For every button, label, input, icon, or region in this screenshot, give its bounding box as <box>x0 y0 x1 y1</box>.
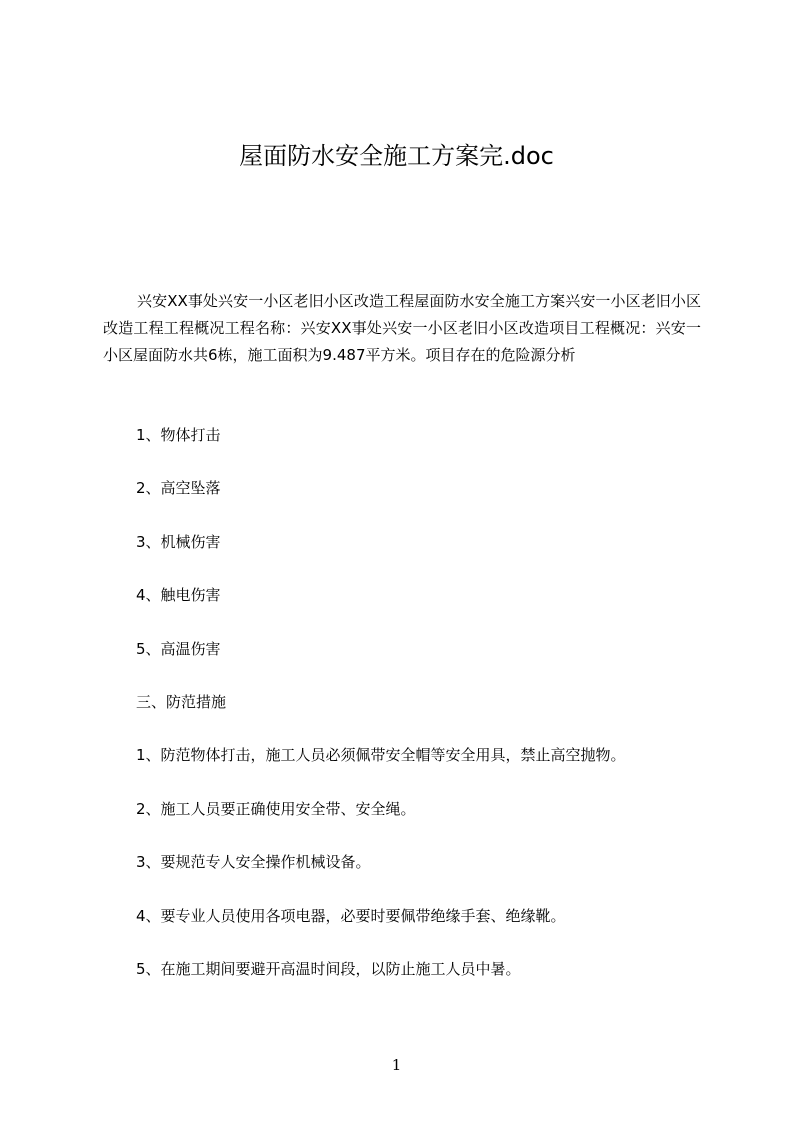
measure-item: 2、施工人员要正确使用安全带、安全绳。 <box>136 800 416 818</box>
measure-item: 5、在施工期间要避开高温时间段，以防止施工人员中暑。 <box>136 960 521 978</box>
measure-item: 3、要规范专人安全操作机械设备。 <box>136 853 371 871</box>
measure-item: 4、要专业人员使用各项电器，必要时要佩带绝缘手套、绝缘靴。 <box>136 907 566 925</box>
measures-heading: 三、防范措施 <box>136 693 227 711</box>
document-title: 屋面防水安全施工方案完.doc <box>239 142 554 170</box>
measure-item: 1、防范物体打击，施工人员必须佩带安全帽等安全用具，禁止高空抛物。 <box>136 746 626 764</box>
hazard-item: 2、高空坠落 <box>136 479 221 497</box>
intro-paragraph: 兴安XX事处兴安一小区老旧小区改造工程屋面防水安全施工方案兴安一小区老旧小区改造工程工程概况工程名称：兴安XX事处兴安一小区老旧小区改造项目工程概况：兴安一小区屋面防水共6栋，施工面积为9.487平方米。项目存在的危险源分析 <box>103 292 701 364</box>
hazard-item: 1、物体打击 <box>136 426 221 444</box>
hazard-item: 4、触电伤害 <box>136 586 221 604</box>
page-number: 1 <box>391 1056 402 1074</box>
hazard-item: 3、机械伤害 <box>136 533 221 551</box>
hazard-item: 5、高温伤害 <box>136 640 221 658</box>
